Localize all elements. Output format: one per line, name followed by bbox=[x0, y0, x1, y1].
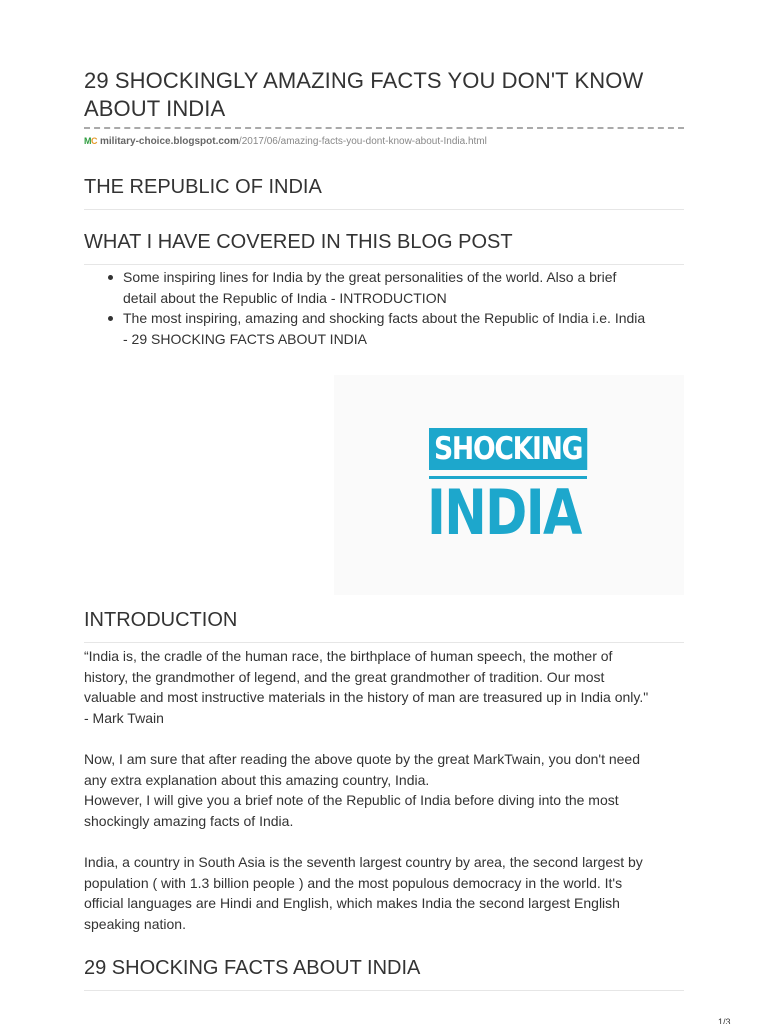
hero-word-shocking: SHOCKING bbox=[429, 428, 587, 470]
paragraph-line: “India is, the cradle of the human race, the birthplace of human speech, the mother of bbox=[84, 648, 613, 664]
list-item-text: The most inspiring, amazing and shocking facts about the Republic of India i.e. India bbox=[123, 310, 646, 326]
list-item bbox=[84, 267, 684, 308]
paragraph-line: population ( with 1.3 billion people ) and the most populous democracy in the world. It's bbox=[84, 874, 623, 891]
document-title-text: 29 SHOCKINGLY AMAZING FACTS YOU DON'T KNOW ABOUT INDIA bbox=[84, 68, 644, 121]
page-number: 1/3 bbox=[718, 1017, 731, 1024]
source-path-link[interactable]: /2017/06/amazing-facts-you-dont-know-about-India.html bbox=[238, 136, 487, 147]
paragraph-line: valuable and most instructive materials in the history of man are treasured up in India only." bbox=[84, 689, 649, 705]
paragraph-line: shockingly amazing facts of India. bbox=[84, 812, 294, 829]
title-divider bbox=[84, 127, 684, 129]
introduction-heading: INTRODUCTION bbox=[84, 608, 684, 643]
source-domain-link[interactable]: military-choice.blogspot.com bbox=[100, 136, 239, 147]
paragraph-line: However, I will give you a brief note of the Republic of India before diving into the most bbox=[84, 792, 619, 808]
shocking-india-image bbox=[334, 375, 684, 595]
document-page bbox=[84, 0, 684, 1024]
paragraph-line: any extra explanation about this amazing country, India. bbox=[84, 771, 430, 788]
hero-word-india: INDIA bbox=[427, 476, 581, 549]
covered-list bbox=[84, 267, 684, 349]
covered-heading: WHAT I HAVE COVERED IN THIS BLOG POST bbox=[84, 230, 684, 265]
paragraph-line: Now, I am sure that after reading the above quote by the great MarkTwain, you don't need bbox=[84, 751, 641, 767]
list-item-text: Some inspiring lines for India by the great personalities of the world. Also a brief bbox=[123, 269, 617, 285]
source-line bbox=[84, 135, 487, 148]
paragraph-line: speaking nation. bbox=[84, 915, 186, 932]
bullet-icon bbox=[108, 316, 113, 321]
list-item-text: - 29 SHOCKING FACTS ABOUT INDIA bbox=[123, 330, 368, 347]
bullet-icon bbox=[108, 275, 113, 280]
paragraph-line: - Mark Twain bbox=[84, 709, 164, 726]
paragraph-line: official languages are Hindi and English, which makes India the second largest English bbox=[84, 895, 620, 911]
facts-heading: 29 SHOCKING FACTS ABOUT INDIA bbox=[84, 956, 684, 991]
paragraph-line: India, a country in South Asia is the seventh largest country by area, the second largest by bbox=[84, 854, 643, 870]
intro-paragraph-2 bbox=[84, 749, 684, 831]
site-logo-icon: MC bbox=[84, 136, 97, 146]
intro-paragraph-3 bbox=[84, 852, 684, 934]
quote-paragraph bbox=[84, 646, 684, 728]
republic-heading: THE REPUBLIC OF INDIA bbox=[84, 175, 684, 210]
list-item bbox=[84, 308, 684, 349]
paragraph-line: history, the grandmother of legend, and the great grandmother of tradition. Our most bbox=[84, 668, 605, 685]
list-item-text: detail about the Republic of India - INTRODUCTION bbox=[123, 289, 447, 306]
document-title bbox=[84, 67, 684, 123]
